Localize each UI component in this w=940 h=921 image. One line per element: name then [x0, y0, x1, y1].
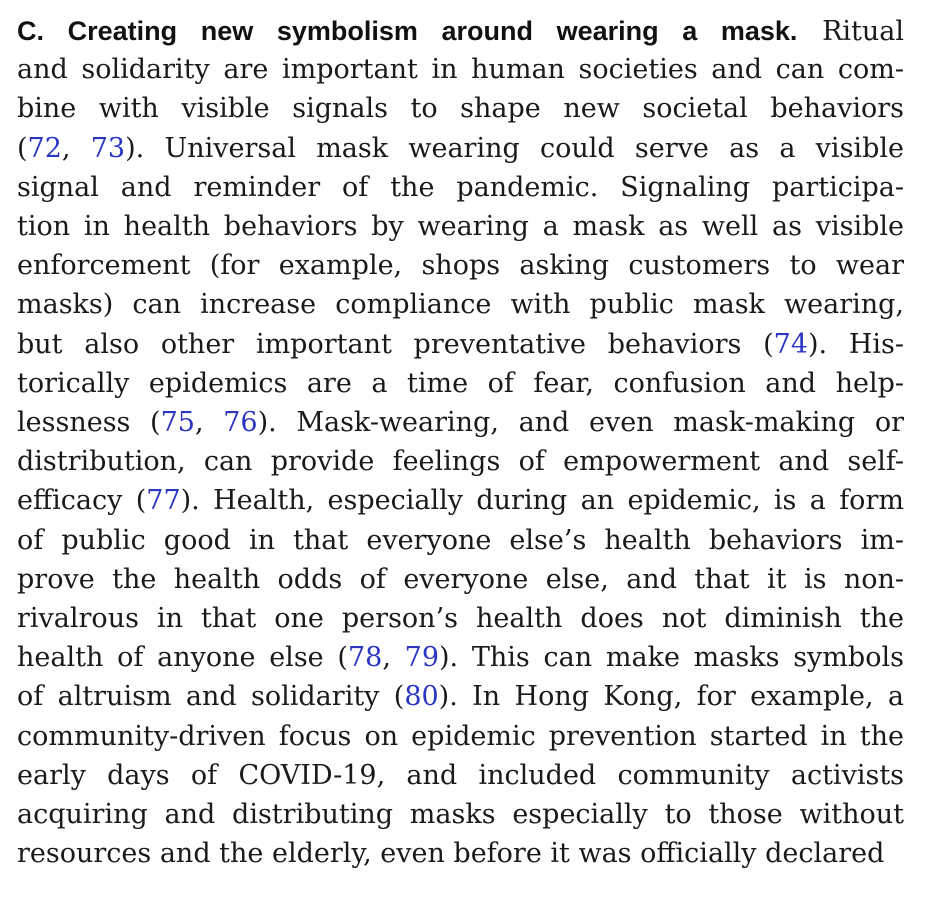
text-line: [17, 600, 904, 638]
body-text: rivalrous in that one person’s health does not diminish the: [17, 603, 905, 634]
body-text: of altruism and solidarity (: [17, 681, 405, 713]
body-text: signal and reminder of the pandemic. Signaling participa-: [17, 171, 904, 203]
body-text: distribution, can provide feelings of empowerment and self-: [17, 446, 904, 478]
text-line: [17, 482, 904, 520]
text-line: [17, 757, 904, 795]
body-text: ,: [61, 132, 91, 164]
text-line: [17, 443, 904, 481]
text-line: [17, 639, 904, 677]
body-text: acquiring and distributing masks especially to those without: [17, 799, 905, 830]
text-line: [17, 90, 904, 128]
body-text: lessness (: [17, 407, 161, 438]
text-line: [17, 522, 904, 560]
body-text: masks) can increase compliance with public mask wearing,: [17, 289, 905, 321]
text-line: [17, 718, 904, 756]
body-text: ). Mask-wearing, and even mask-making or: [257, 407, 904, 438]
citation-link[interactable]: 73: [90, 132, 126, 164]
body-text: early days of COVID-19, and included community activists: [17, 759, 905, 791]
text-line: [17, 561, 904, 599]
text-line: [17, 404, 904, 442]
citation-link[interactable]: 74: [773, 328, 809, 360]
citation-link[interactable]: 78: [347, 642, 383, 674]
body-text: ,: [382, 642, 405, 674]
text-line: [17, 130, 904, 168]
body-text: ). Health, especially during an epidemic, is a form: [180, 485, 904, 517]
body-text: Ritual: [822, 16, 905, 47]
text-line: [17, 796, 904, 834]
text-line: [17, 208, 904, 246]
text-line: [17, 286, 904, 324]
text-line: [17, 326, 904, 364]
body-text: community-driven focus on epidemic prevention started in the: [17, 720, 905, 752]
section-heading: C. Creating new symbolism around wearing a mask.: [17, 16, 798, 46]
text-line: [17, 365, 904, 403]
body-text: ). Universal mask wearing could serve as a visible: [125, 132, 904, 164]
body-text: tion in health behaviors by wearing a mask as well as visible: [17, 211, 905, 242]
citation-link[interactable]: 75: [160, 407, 195, 438]
body-text: and solidarity are important in human societies and can com-: [17, 54, 904, 86]
body-text: ). This can make masks symbols: [439, 642, 904, 674]
body-text: health of anyone else (: [17, 642, 348, 674]
text-line: [17, 12, 904, 50]
text-line: [17, 247, 904, 285]
body-text: of public good in that everyone else’s health behaviors im-: [17, 524, 904, 556]
text-line: [17, 835, 904, 873]
text-line: [17, 169, 904, 207]
citation-link[interactable]: 80: [404, 681, 439, 713]
body-text: ). In Hong Kong, for example, a: [438, 681, 904, 713]
body-text: but also other important preventative behaviors (: [17, 328, 774, 360]
body-text: (: [17, 132, 28, 164]
body-text: ). His-: [808, 328, 905, 360]
citation-link[interactable]: 72: [27, 132, 62, 164]
body-text: prove the health odds of everyone else, and that it is non-: [17, 563, 905, 595]
text-line: [17, 678, 904, 716]
text-line: [17, 51, 904, 89]
body-text: efficacy (: [17, 485, 147, 517]
body-text: resources and the elderly, even before it was officially declared: [17, 838, 885, 870]
citation-link[interactable]: 76: [223, 407, 258, 438]
citation-link[interactable]: 79: [404, 642, 440, 674]
body-text: torically epidemics are a time of fear, confusion and help-: [17, 367, 905, 399]
citation-link[interactable]: 77: [146, 485, 181, 517]
body-text: bine with visible signals to shape new societal behaviors: [17, 93, 904, 125]
body-text: ,: [194, 407, 224, 438]
body-text: enforcement (for example, shops asking customers to wear: [17, 250, 904, 282]
